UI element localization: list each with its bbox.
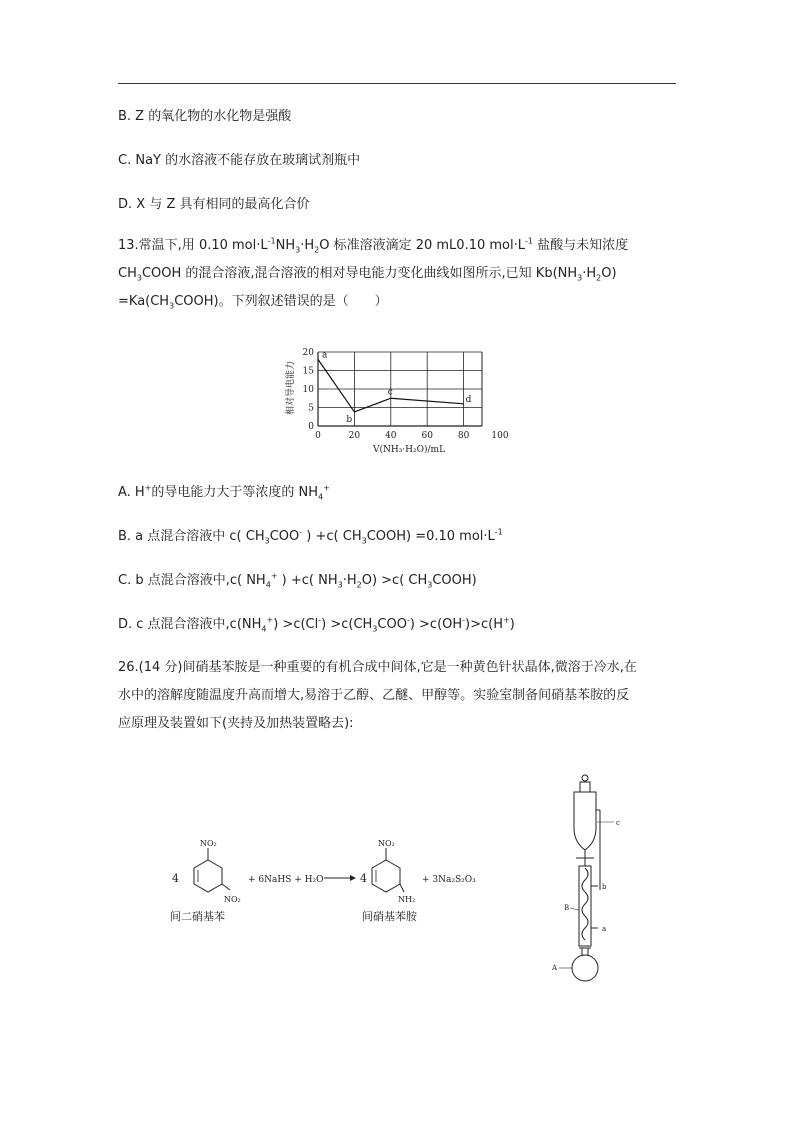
label-b: b — [602, 883, 607, 891]
chart-ylabel: 相对导电能力 — [286, 360, 296, 416]
point-label-d: d — [465, 394, 472, 405]
point-label-c: c — [387, 387, 393, 398]
byproduct-text: + 3Na₂S₂O₃ — [422, 875, 476, 885]
reaction-arrow — [324, 875, 356, 881]
conductivity-chart — [280, 340, 520, 458]
product-name: 间硝基苯胺 — [362, 910, 417, 923]
y-tick-15: 15 — [302, 366, 314, 377]
condenser-b — [579, 866, 598, 948]
x-tick-20: 20 — [348, 431, 361, 441]
option-d: D. X 与 Z 具有相同的最高化合价 — [118, 197, 310, 212]
no2-label-top: NO₂ — [200, 839, 217, 848]
option-13-c: C. b 点混合溶液中,c( $NH_4^+$ ) +c( $NH_3\cdot H_2O) >c$( $CH_3COOH$) — [118, 571, 477, 590]
nh2-label: NH₂ — [398, 895, 416, 904]
x-tick-60: 60 — [421, 431, 433, 441]
dinitrobenzene-structure — [194, 848, 230, 892]
y-tick-5: 5 — [308, 403, 314, 414]
coefficient-4-product: 4 — [360, 872, 367, 885]
reactant-name: 间二硝基苯 — [170, 910, 225, 923]
label-a: a — [602, 925, 607, 933]
x-tick-0: 0 — [315, 431, 321, 441]
label-A: A — [552, 964, 558, 972]
x-tick-80: 80 — [457, 431, 470, 441]
y-tick-0: 0 — [308, 422, 314, 432]
flask-a — [572, 948, 598, 981]
point-label-a: a — [322, 350, 328, 361]
header-rule — [118, 83, 676, 84]
option-13-b: B. a 点混合溶液中 c( $CH_3COO^-$ ) +c( $CH_3COOH) =0.10$ $mol\cdot L^{-1}$ — [118, 527, 503, 546]
point-label-b: b — [346, 414, 353, 425]
reagents-text: + 6NaHS + H₂O — [248, 875, 324, 885]
x-tick-40: 40 — [385, 431, 397, 441]
chart-point-labels — [322, 350, 472, 425]
question-13-stem: 13.常温下,用 0.10 $mol\cdot L^{-1}NH_3\cdot H_2O$ 标准溶液滴定 20 mL0.10 $mol\cdot L^{-1}$ 盐酸与未知浓度 $CH_3COOH$ 的混合溶液,混合溶液的相对导电能力变化曲线如图所示,已知 $Kb(NH_3\cdot H_2O)$ $=Ka(CH_3COOH)$。下列叙述错误的是（ ） — [118, 236, 629, 311]
label-B: B — [564, 904, 570, 912]
coefficient-4-reactant: 4 — [172, 872, 179, 885]
chart-ticks — [303, 348, 509, 441]
y-tick-10: 10 — [302, 385, 314, 395]
no2-label-product: NO₂ — [378, 839, 395, 848]
chart-grid — [318, 352, 482, 426]
y-tick-20: 20 — [302, 348, 314, 358]
option-13-a: A. H+的导电能力大于等浓度的 $NH_4^+$ — [118, 483, 330, 502]
separatory-funnel — [574, 775, 596, 866]
reaction-scheme — [170, 830, 500, 940]
no2-label-bottom: NO₂ — [224, 895, 241, 904]
option-c: C. NaY 的水溶液不能存放在玻璃试剂瓶中 — [118, 153, 361, 168]
nitroaniline-structure — [372, 848, 404, 892]
x-tick-100: 100 — [491, 431, 509, 441]
chart-xlabel: V(NH₃·H₂O)/mL — [372, 445, 446, 455]
label-c: c — [616, 819, 620, 827]
option-13-d: D. c 点混合溶液中$,c(NH_4^+) >c(Cl^-) >c(CH_3COO^-) >c(OH^-)>c(H^+)$ — [118, 615, 515, 634]
option-b: B. Z 的氧化物的水化物是强酸 — [118, 109, 292, 124]
question-26-stem: 26.(14 分)间硝基苯胺是一种重要的有机合成中间体,它是一种黄色针状晶体,微溶于冷水,在 水中的溶解度随温度升高而增大,易溶于乙醇、乙醚、甲醇等。实验室制备间硝基苯胺的反 应原理及装置如下(夹持及加热装置略去): — [118, 660, 637, 731]
apparatus-diagram — [530, 770, 630, 985]
